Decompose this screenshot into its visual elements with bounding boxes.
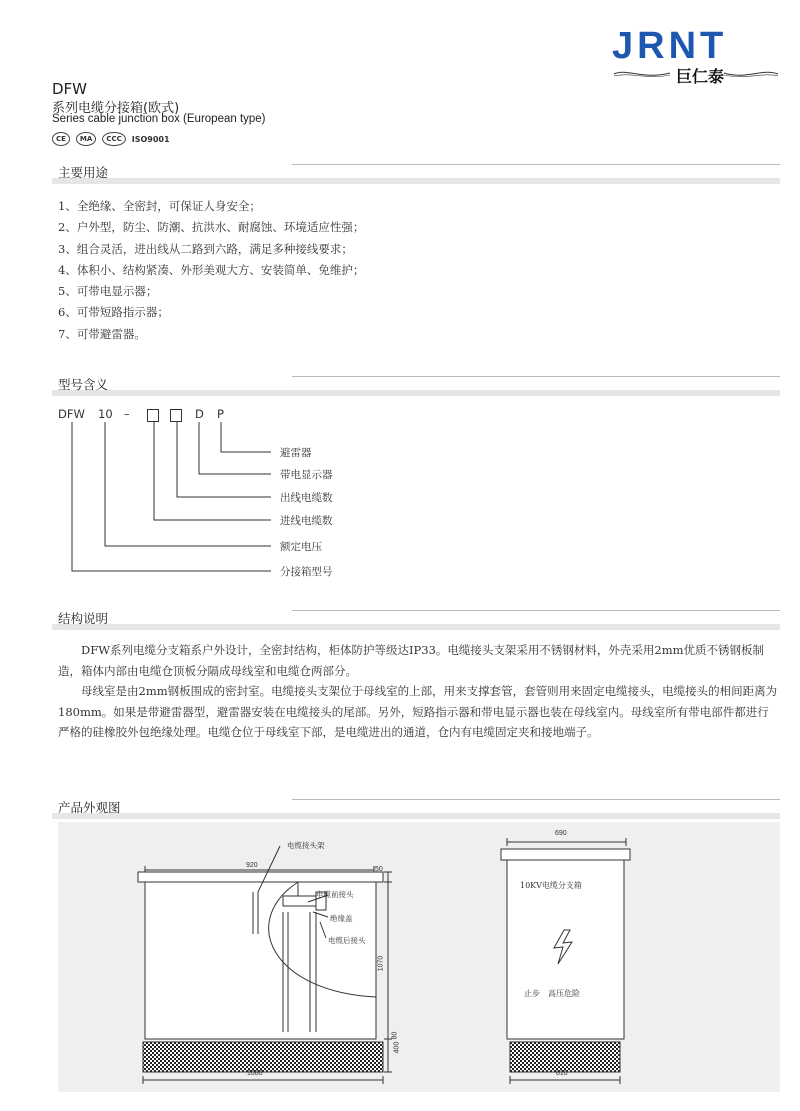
ccc-cert-icon: CCC xyxy=(102,132,125,146)
label-front-connector: 电缆前接头 xyxy=(316,890,354,899)
model-label: 进线电缆数 xyxy=(280,515,333,527)
list-item: 1、全绝缘、全密封，可保证人身安全； xyxy=(58,199,261,213)
dim-bottom-left: 1080 xyxy=(247,1070,263,1077)
dim-base-2: 80 xyxy=(391,1031,399,1040)
list-item: 6、可带短路指示器； xyxy=(58,305,169,320)
title-chinese: 系列电缆分接箱(欧式) xyxy=(52,101,180,116)
dim-bottom-right: 810 xyxy=(556,1070,568,1077)
section-model-meaning xyxy=(52,372,780,396)
brand-subtitle xyxy=(612,64,780,84)
dim-top-left: 920 xyxy=(246,862,258,869)
list-item: 3、组合灵活，进出线从二路到六路，满足多种接线要求； xyxy=(58,241,353,256)
list-item: 2、户外型，防尘、防潮、抗洪水、耐腐蚀、环境适应性强； xyxy=(58,220,365,235)
code-dash: – xyxy=(124,407,130,421)
structure-text xyxy=(58,640,780,743)
code-prefix: DFW xyxy=(58,407,85,421)
ma-cert-icon: MA xyxy=(76,132,96,146)
label-rear-connector: 电缆后接头 xyxy=(328,936,366,945)
section-appearance-title: 产品外观图 xyxy=(58,800,121,815)
section-usage-title: 主要用途 xyxy=(58,165,109,180)
ce-cert-icon: CE xyxy=(52,132,70,146)
title-english: Series cable junction box (European type) xyxy=(52,113,266,125)
brand-cn-name: 巨仁泰 xyxy=(676,67,725,86)
model-name: DFW xyxy=(52,80,88,98)
usage-list xyxy=(58,196,364,345)
dim-right-top: 50 xyxy=(375,866,383,873)
code-p: P xyxy=(217,407,224,421)
section-structure-title: 结构说明 xyxy=(58,611,109,626)
model-label: 避雷器 xyxy=(280,447,312,459)
warning-text: 止步 高压危险 xyxy=(524,989,580,998)
code-d: D xyxy=(195,407,204,421)
model-label: 额定电压 xyxy=(280,541,322,553)
model-label: 带电显示器 xyxy=(280,469,333,481)
section-usage xyxy=(52,160,780,184)
paragraph: DFW系列电缆分支箱系户外设计，全密封结构，柜体防护等级达IP33。电缆接头支架采用不锈钢材料，外壳采用2mm优质不锈钢板制造，箱体内部由电缆仓顶板分隔成母线室和电缆仓两部分。 xyxy=(58,643,765,678)
brand-logo: JRNT xyxy=(612,25,728,67)
code-rated: 10 xyxy=(98,407,113,421)
section-structure xyxy=(52,606,780,630)
label-cable-bracket: 电缆接头架 xyxy=(287,841,325,850)
model-label: 出线电缆数 xyxy=(280,492,333,504)
list-item: 4、体积小、结构紧凑、外形美观大方、安装简单、免维护； xyxy=(58,262,365,277)
dim-top-right: 690 xyxy=(555,830,567,837)
dim-height: 1070 xyxy=(377,955,385,972)
paragraph: 母线室是由2mm钢板围成的密封室。电缆接头支架位于母线室的上部，用来支撑套管，套管则用来固定电缆接头，电缆接头的相间距离为180mm。如果是带避雷器型，避雷器安装在电缆接头的尾部。另外，短路指示器和带电显示器也装在母线室内。母线室所有带电部件都进行严格的硅橡胶外包绝缘处理。电缆仓位于母线室下部，是电缆进出的通道，仓内有电缆固定夹和接地端子。 xyxy=(58,684,778,739)
model-leader-lines xyxy=(58,420,288,580)
iso-cert-label: ISO9001 xyxy=(131,134,170,144)
dim-base-1: 400 xyxy=(393,1041,401,1054)
list-item: 5、可带电显示器； xyxy=(58,284,158,299)
product-outline-drawing xyxy=(58,822,780,1092)
section-model-title: 型号含义 xyxy=(58,377,109,392)
list-item: 7、可带避雷器。 xyxy=(58,326,146,341)
model-label: 分接箱型号 xyxy=(280,566,333,578)
panel-title: 10KV电缆分支箱 xyxy=(520,881,582,890)
certification-badges xyxy=(52,131,170,147)
label-insulation-cap: 绝缘盖 xyxy=(330,914,353,923)
section-appearance xyxy=(52,795,780,819)
